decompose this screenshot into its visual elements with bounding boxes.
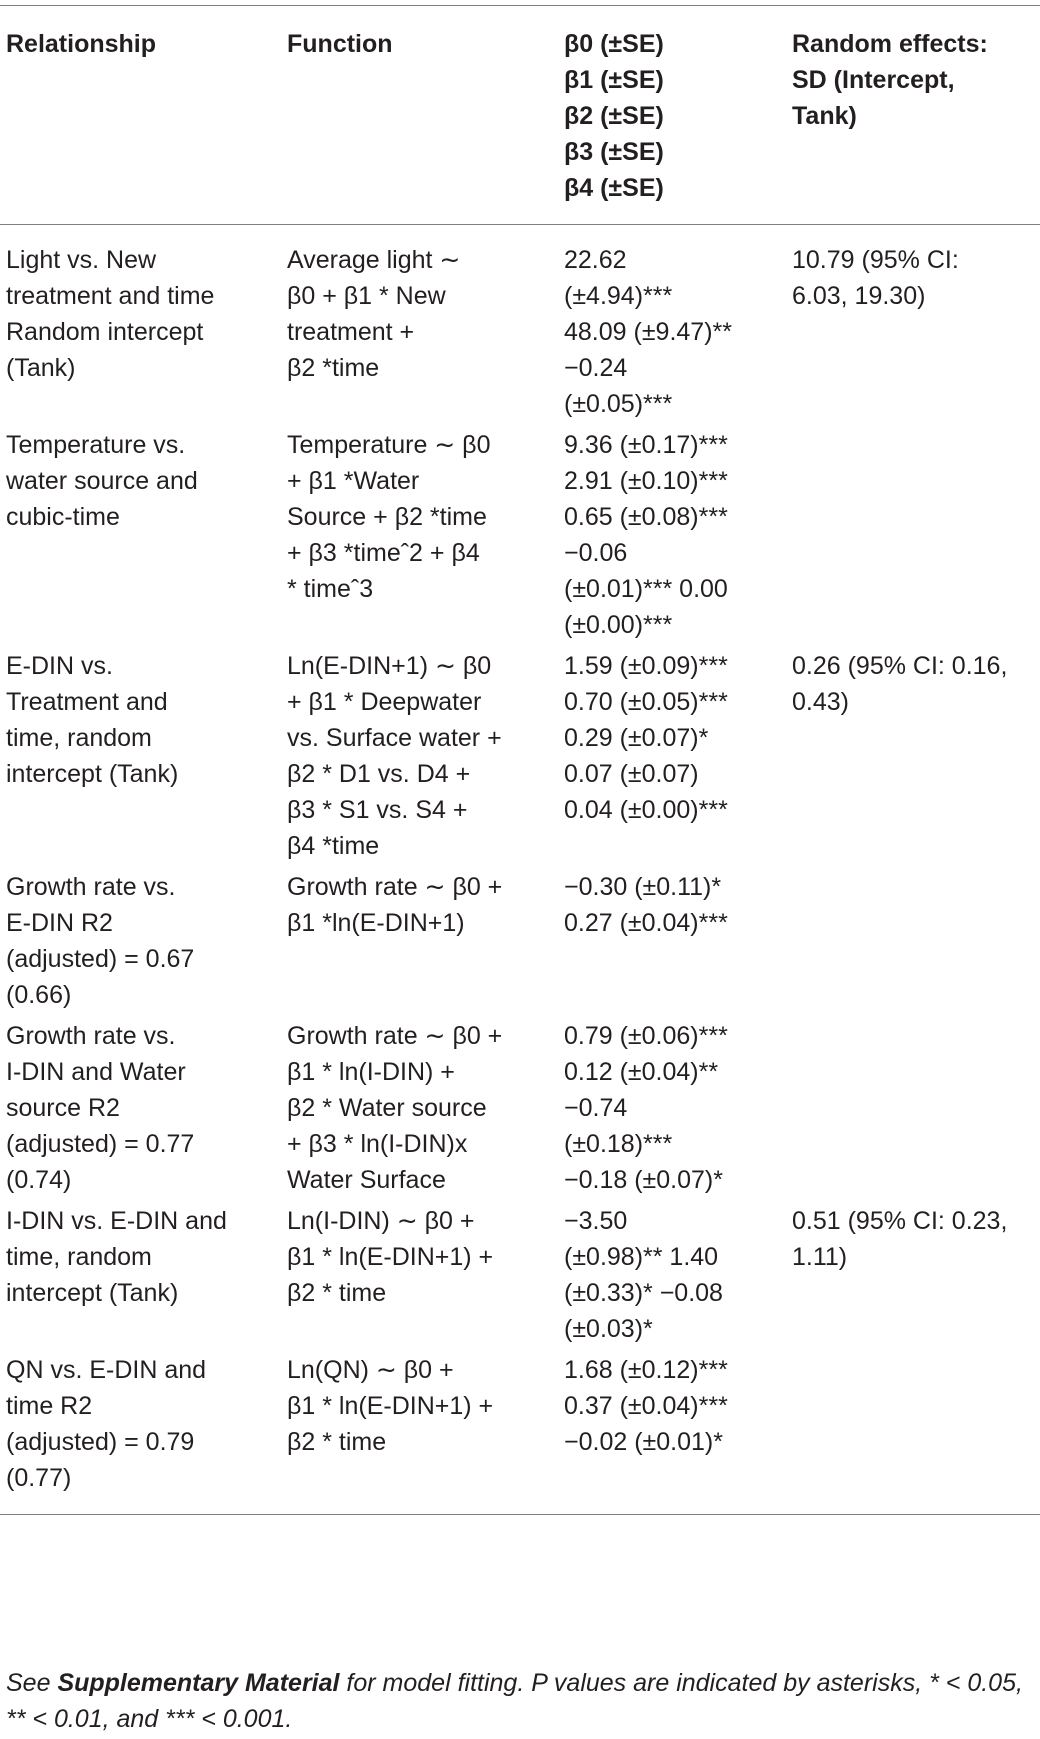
cell-function: Ln(QN) ∼ β0 + β1 * ln(E-DIN+1) + β2 * time	[287, 1356, 494, 1456]
cell-relationship: Temperature vs. water source and cubic-time	[6, 431, 198, 531]
table-row	[0, 225, 1040, 428]
header-betas	[558, 6, 786, 225]
cell-random-effects	[786, 1018, 1040, 1203]
header-row	[0, 6, 1040, 225]
header-relationship: Relationship	[6, 30, 157, 58]
cell-function: Ln(I-DIN) ∼ β0 + β1 * ln(E-DIN+1) + β2 * time	[287, 1207, 494, 1307]
cell-relationship: QN vs. E-DIN and time R2 (adjusted) = 0.79 (0.77)	[6, 1356, 207, 1492]
cell-betas: 22.62 (±4.94)*** 48.09 (±9.47)** −0.24 (±0.05)***	[564, 246, 732, 418]
cell-relationship: E-DIN vs. Treatment and time, random intercept (Tank)	[6, 652, 179, 788]
header-function: Function	[287, 30, 393, 58]
table-row	[0, 648, 1040, 869]
cell-random-effects: 0.26 (95% CI: 0.16, 0.43)	[792, 652, 1008, 716]
cell-relationship: Growth rate vs. E-DIN R2 (adjusted) = 0.67 (0.66)	[6, 873, 195, 1009]
header-beta-2: β2 (±SE)	[564, 102, 664, 130]
table-row	[0, 427, 1040, 648]
table-row	[0, 1018, 1040, 1203]
cell-betas: 9.36 (±0.17)*** 2.91 (±0.10)*** 0.65 (±0.08)*** −0.06 (±0.01)*** 0.00 (±0.00)***	[564, 431, 728, 639]
header-beta-3: β3 (±SE)	[564, 138, 664, 166]
footnote-prefix: See	[6, 1669, 58, 1697]
cell-function: Growth rate ∼ β0 + β1 *ln(E-DIN+1)	[287, 873, 503, 937]
table-row	[0, 869, 1040, 1018]
cell-random-effects	[786, 869, 1040, 1018]
cell-betas: 1.68 (±0.12)*** 0.37 (±0.04)*** −0.02 (±0.01)*	[564, 1356, 728, 1456]
header-beta-1: β1 (±SE)	[564, 66, 664, 94]
model-results-table	[0, 5, 1040, 1515]
cell-function: Growth rate ∼ β0 + β1 * ln(I-DIN) + β2 * Water source + β3 * ln(I-DIN)x Water Surface	[287, 1022, 503, 1194]
cell-function: Temperature ∼ β0 + β1 *Water Source + β2 *time + β3 *timeˆ2 + β4 * timeˆ3	[287, 431, 491, 603]
cell-random-effects: 0.51 (95% CI: 0.23, 1.11)	[792, 1207, 1008, 1271]
supplementary-material-link[interactable]: Supplementary Material	[57, 1669, 340, 1697]
cell-random-effects	[786, 1352, 1040, 1515]
cell-function: Ln(E-DIN+1) ∼ β0 + β1 * Deepwater vs. Surface water + β2 * D1 vs. D4 + β3 * S1 vs. S4 + β4 *time	[287, 652, 502, 860]
table-row	[0, 1203, 1040, 1352]
table-footnote	[0, 1665, 1034, 1737]
cell-betas: 0.79 (±0.06)*** 0.12 (±0.04)** −0.74 (±0.18)*** −0.18 (±0.07)*	[564, 1022, 728, 1194]
header-beta-0: β0 (±SE)	[564, 30, 664, 58]
cell-random-effects: 10.79 (95% CI: 6.03, 19.30)	[792, 246, 959, 310]
cell-betas: 1.59 (±0.09)*** 0.70 (±0.05)*** 0.29 (±0.07)* 0.07 (±0.07) 0.04 (±0.00)***	[564, 652, 728, 824]
cell-betas: −3.50 (±0.98)** 1.40 (±0.33)* −0.08 (±0.03)*	[564, 1207, 723, 1343]
footnote-text: for model fitting. P values are indicated by asterisks, * < 0.05, ** < 0.01, and *** < 0.001.	[6, 1669, 1023, 1733]
header-beta-4: β4 (±SE)	[564, 174, 664, 202]
cell-random-effects	[786, 427, 1040, 648]
cell-relationship: Light vs. New treatment and time Random intercept (Tank)	[6, 246, 215, 382]
table-row	[0, 1352, 1040, 1515]
cell-relationship: I-DIN vs. E-DIN and time, random intercept (Tank)	[6, 1207, 227, 1307]
cell-betas: −0.30 (±0.11)* 0.27 (±0.04)***	[564, 873, 728, 937]
cell-function: Average light ∼ β0 + β1 * New treatment + β2 *time	[287, 246, 461, 382]
cell-relationship: Growth rate vs. I-DIN and Water source R2 (adjusted) = 0.77 (0.74)	[6, 1022, 195, 1194]
header-random-effects: Random effects: SD (Intercept, Tank)	[792, 30, 988, 130]
